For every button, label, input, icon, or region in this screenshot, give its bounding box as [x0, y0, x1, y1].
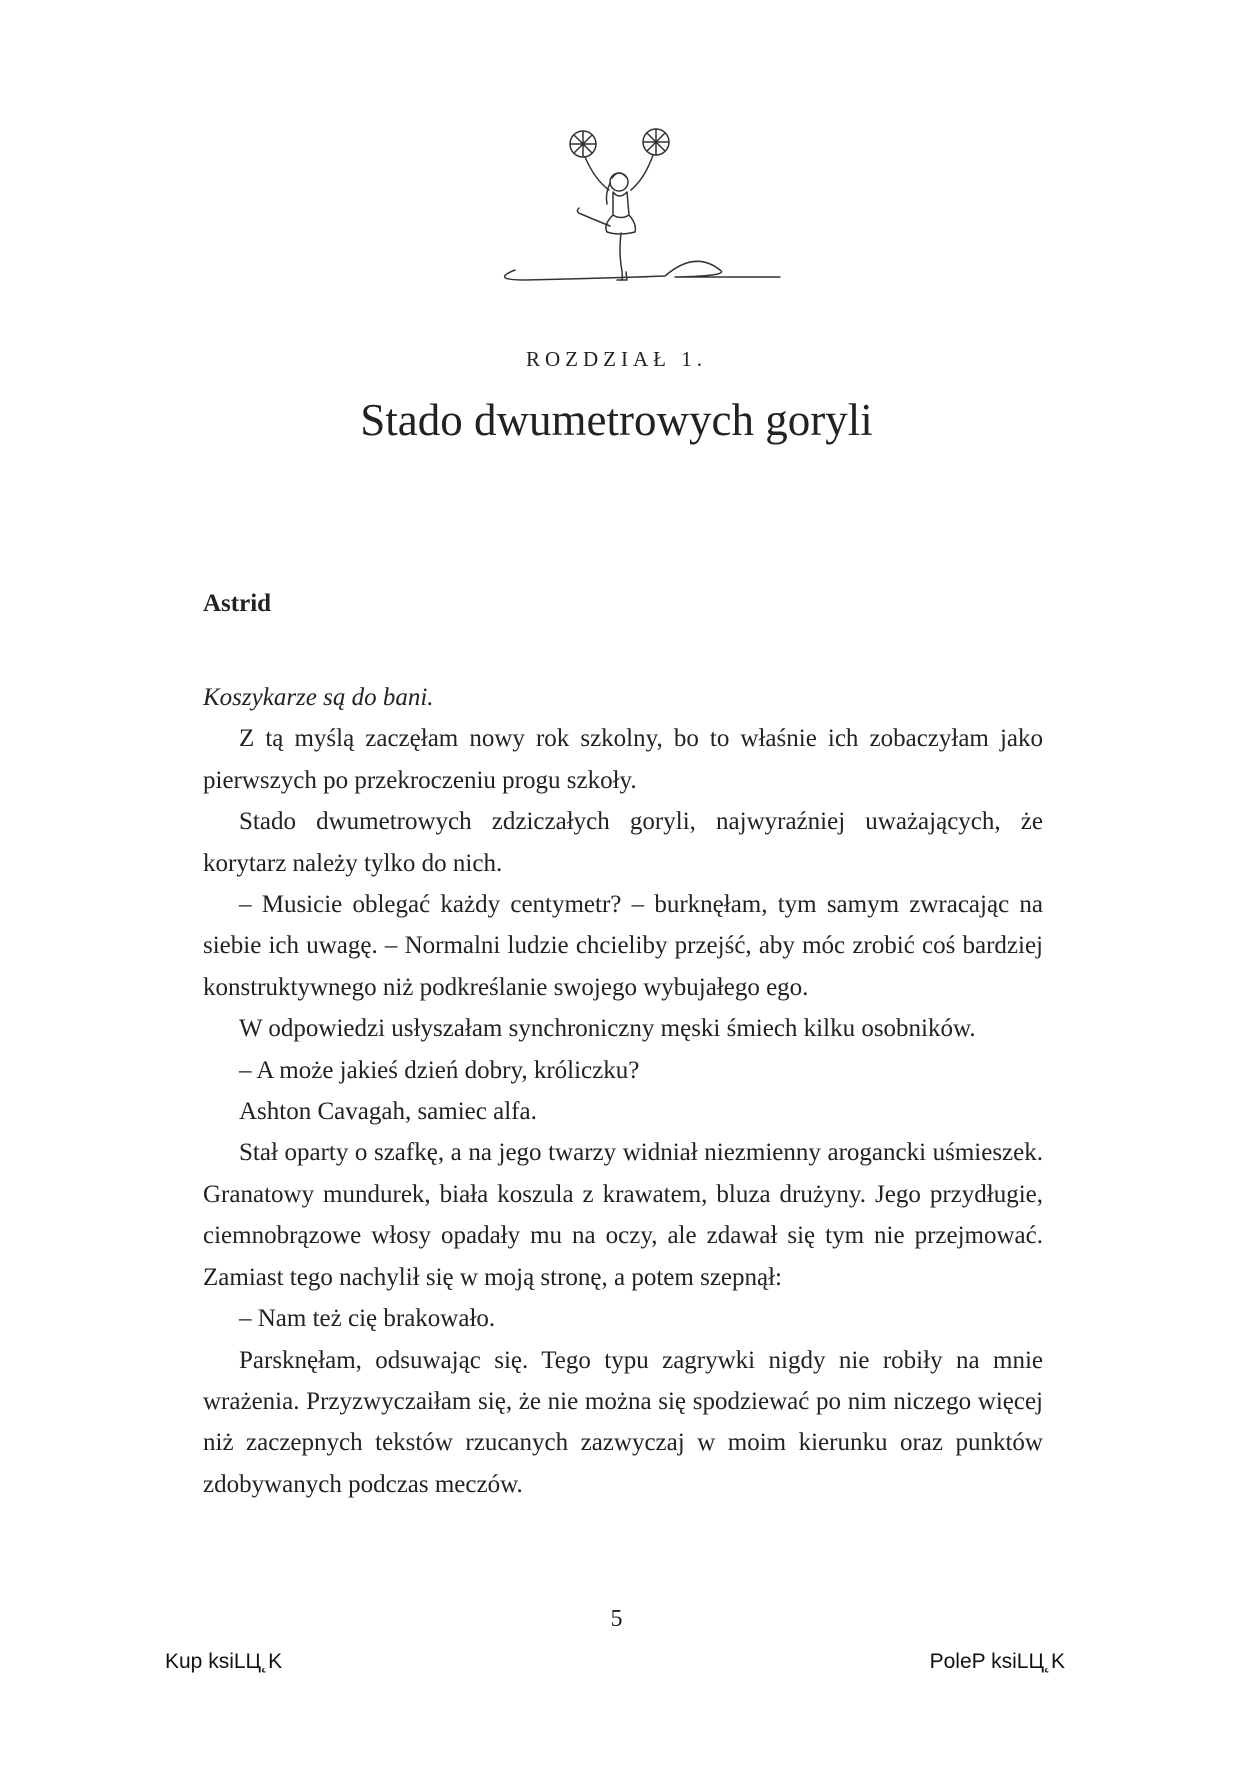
pompom-right-icon [643, 129, 669, 155]
paragraph: Stado dwumetrowych zdziczałych goryli, najwyraźniej uważających, że korytarz należy tylko do nich. [203, 808, 1043, 877]
recommend-book-link[interactable]: PoleP ksiLЦ˛K [929, 1650, 1065, 1673]
paragraph: – A może jakieś dzień dobry, króliczku? [239, 1056, 640, 1084]
narrator-name: Astrid [203, 590, 272, 617]
chapter-title: Stado dwumetrowych goryli [360, 395, 873, 445]
paragraph: – Nam też cię brakowało. [239, 1305, 496, 1333]
paragraph: Koszykarze są do bani. [203, 684, 434, 711]
pompom-left-icon [570, 131, 596, 157]
paragraph: Stał oparty o szafkę, a na jego twarzy widniał niezmienny arogancki uśmieszek. Granatowy mundurek, biała koszula z krawatem, bluza drużyny. Jego przydługie, ciemnobrązowe włosy opadały mu na oczy, ale zdawał się tym nie przejmować. Zamiast tego nachylił się w moją stronę, a potem szepnął: [203, 1139, 1043, 1291]
paragraph: – Musicie oblegać każdy centymetr? – burknęłam, tym samym zwracając na siebie ich uwagę. – Normalni ludzie chcieliby przejść, aby móc zrobić coś bardziej konstruktywnego niż podkreślanie swojego wybujałego ego. [203, 891, 1043, 1001]
chapter-label: ROZDZIAŁ 1. [526, 347, 707, 371]
paragraph: Parsknęłam, odsuwając się. Tego typu zagrywki nigdy nie robiły na mnie wrażenia. Przyzwyczaiłam się, że nie można się spodziewać po nim niczego więcej niż zaczepnych tekstów rzucanych zazwyczaj w moim kierunku oraz punktów zdobywanych podczas meczów. [203, 1346, 1043, 1498]
buy-book-link[interactable]: Kup ksiLЦ˛K [165, 1650, 283, 1673]
paragraph: W odpowiedzi usłyszałam synchroniczny męski śmiech kilku osobników. [239, 1015, 976, 1043]
paragraph: Z tą myślą zaczęłam nowy rok szkolny, bo to właśnie ich zobaczyłam jako pierwszych po przekroczeniu progu szkoły. [203, 725, 1043, 794]
page-number: 5 [610, 1606, 623, 1632]
cheerleader-illustration [495, 120, 795, 320]
paragraph: Ashton Cavagah, samiec alfa. [239, 1098, 537, 1126]
chapter-body [203, 677, 1043, 1505]
